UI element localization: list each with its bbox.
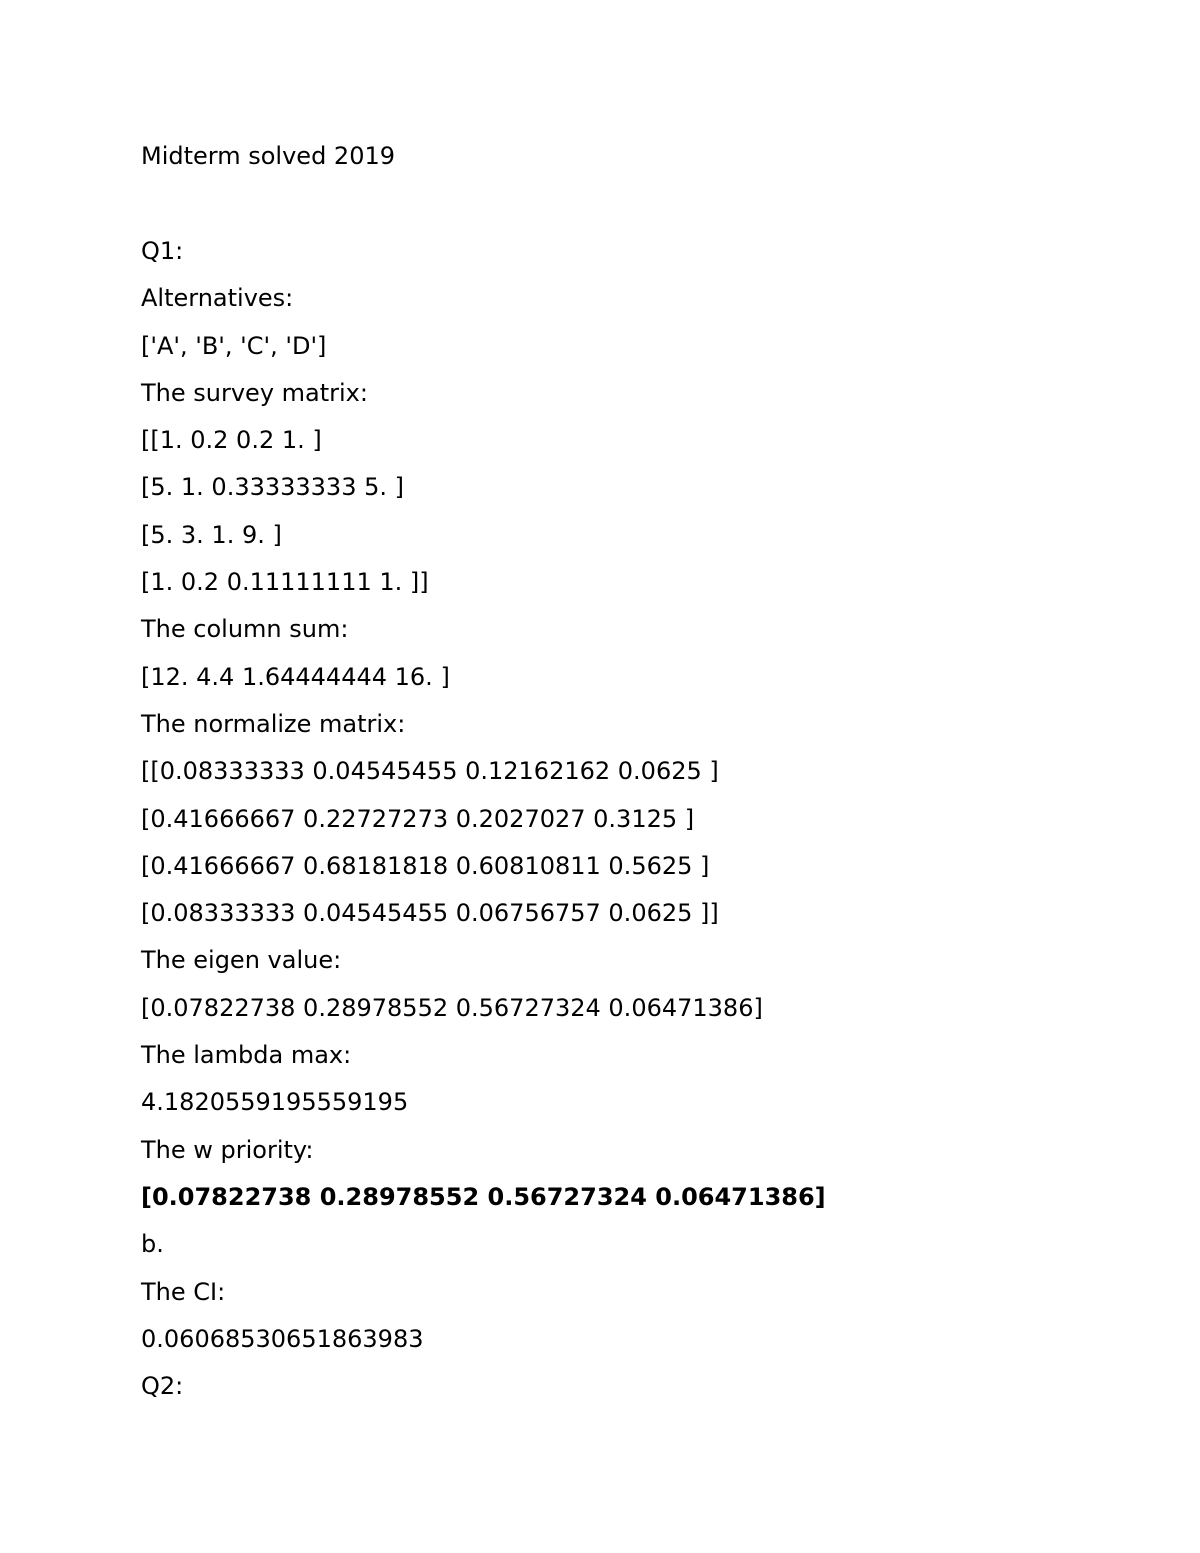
text-line: The CI: [141, 1277, 226, 1306]
text-line: [5. 3. 1. 9. ] [141, 520, 282, 549]
text-line: [0.07822738 0.28978552 0.56727324 0.06471386] [141, 1182, 826, 1211]
text-line: [12. 4.4 1.64444444 16. ] [141, 662, 450, 691]
text-line: The column sum: [141, 615, 349, 644]
text-line: The lambda max: [141, 1041, 352, 1070]
text-line: The normalize matrix: [141, 709, 406, 738]
text-line: The survey matrix: [141, 378, 368, 407]
text-line: [0.41666667 0.68181818 0.60810811 0.5625 ] [141, 851, 710, 880]
text-line: 0.06068530651863983 [141, 1324, 424, 1353]
text-line: [5. 1. 0.33333333 5. ] [141, 473, 404, 502]
document-body [141, 235, 826, 1417]
text-line: [[0.08333333 0.04545455 0.12162162 0.0625 ] [141, 757, 719, 786]
text-line: The w priority: [141, 1135, 314, 1164]
text-line: [0.07822738 0.28978552 0.56727324 0.06471386] [141, 993, 763, 1022]
text-line: Q2: [141, 1372, 184, 1401]
text-line: The eigen value: [141, 946, 342, 975]
text-line: Alternatives: [141, 284, 294, 313]
document-title: Midterm solved 2019 [141, 142, 396, 170]
text-line: Q1: [141, 237, 184, 265]
text-line: [1. 0.2 0.11111111 1. ]] [141, 568, 429, 597]
text-line: [0.41666667 0.22727273 0.2027027 0.3125 ] [141, 804, 695, 833]
text-line: ['A', 'B', 'C', 'D'] [141, 331, 327, 360]
text-line: b. [141, 1230, 164, 1259]
text-line: 4.1820559195559195 [141, 1088, 409, 1117]
text-line: [[1. 0.2 0.2 1. ] [141, 426, 322, 455]
text-line: [0.08333333 0.04545455 0.06756757 0.0625 ]] [141, 899, 719, 928]
